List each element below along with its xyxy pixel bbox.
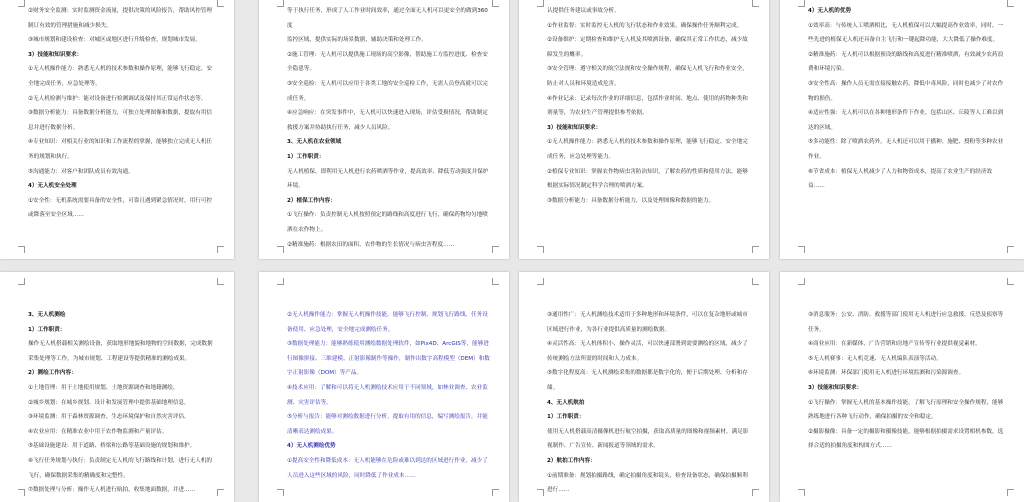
section-heading: 4）无人机测绘优势	[287, 443, 336, 450]
paragraph-line: ⑦数据处理与分析：操作无人机进行航拍，收集地面数据，并进……	[28, 487, 196, 494]
section-heading: 1）工作职责：	[287, 153, 325, 160]
page-text	[287, 308, 491, 502]
paragraph-line: ③通用性广：无人机测绘技术适用于多种地形和环境条件，可以在复杂地形或城市区域进行作业，为各行业提供高质量的测绘数据。	[547, 312, 748, 333]
paragraph-line: ⑤多功能性：除了喷洒农药外，无人机还可以用于播种、施肥、授粉等多种农业作业。	[808, 139, 1004, 160]
document-page-2[interactable]	[259, 0, 509, 259]
page-margin-marker	[18, 246, 25, 253]
page-text	[28, 4, 216, 259]
paragraph-line: ②精准施药：无人机可以根据预设的路线和高度进行精准喷洒，有效减少农药浪费和环境污染。	[808, 51, 1004, 73]
page-margin-marker	[752, 278, 759, 285]
section-heading: 3）技能和知识要求：	[808, 384, 863, 391]
paragraph-line: ①提高安全性和降低成本：无人机能够在危险或难以到达的区域进行作业，减少了人员进入这些区域的风险，同时降低了作业成本……	[287, 457, 488, 479]
page-margin-marker	[492, 278, 499, 285]
page-margin-marker	[537, 278, 544, 285]
page-margin-marker	[217, 489, 224, 496]
page-margin-marker	[277, 0, 284, 7]
paragraph-line: ⑥节省成本：植保无人机减少了人力和物资成本，提高了农业生产的经济效益……	[808, 168, 993, 190]
paragraph-line: ⑤分析与报告：能够对测绘数据进行分析，提取有用的信息，编写测绘报告，并能清晰表达测绘成果。	[287, 414, 488, 435]
paragraph-line: ②财务安全监测：实时监测资金流量，提供决策的风险报告，帮助风控管理制订有效的管理措施和减少损失。	[28, 8, 213, 29]
page-text	[808, 308, 1006, 502]
paragraph-line: ②城乡规划：在城乡规划、设计和发展管理中提供基础地理信息。	[28, 399, 190, 406]
paragraph-line: ⑥飞行任务规划与执行：负责制定无人机的飞行路线和计划，进行无人机的飞行，确保数据采集的精确度和完整性。	[28, 457, 213, 479]
section-heading: 2）植保工作内容：	[287, 197, 336, 204]
paragraph-line: ④技术应用：了解和可以将无人机测绘技术应用于不同领域，如林业调查、农业监测、灾害评估等。	[287, 384, 488, 406]
page-margin-marker	[277, 246, 284, 253]
document-page-1[interactable]	[0, 0, 234, 259]
paragraph-line: ③消息服务：公安、消防、救援等部门使用无人机进行应急救援、反恐及侦察等任务。	[808, 312, 1004, 333]
paragraph-line: ③环境监测：用于森林资源调查、生态环境保护和自然灾害评估。	[28, 414, 190, 421]
paragraph-line: ⑤沟通能力：对客户和团队成员有效沟通。	[28, 168, 134, 175]
paragraph-line: ③数据处理能力：能够熟练使用测绘数据处理软件，如Pix4D、ArcGIS等，能够进行图像拼接、三维建模、正射影像制作等操作，制作出数字高程模型（DEM）和数字正射影像（DOM）等产品。	[287, 341, 490, 377]
section-heading: 3、无人机在农业领域	[287, 139, 342, 146]
page-margin-marker	[798, 278, 805, 285]
paragraph-line: ③城市规划和建设检查：对城区或地区进行升级检查，规划城市发展。	[28, 37, 201, 44]
section-heading: 1）工作职责：	[28, 326, 66, 333]
paragraph-line: ②无人机检测与维护：能对设备进行检测调试及保持其正常运作状态等。	[28, 95, 207, 102]
document-page-7[interactable]	[519, 272, 769, 502]
paragraph-line: ③数据分析能力：具备数据分析能力，以及处理图像和数据的能力。	[547, 197, 715, 204]
document-page-5[interactable]	[0, 272, 234, 502]
paragraph-line: 操作无人机搭载相关测绘设备，获取地形地貌和地物的空间数据，完成数据采集处理等工作，为城市规划、工程建设等提供精准的测绘成果。	[28, 341, 213, 362]
page-text	[28, 308, 216, 502]
paragraph-line: ③安全巡检：无人机可以应用于各类工地的安全巡检工作，无需人员登高就可以完成任务。	[287, 80, 488, 102]
page-margin-marker	[798, 0, 805, 7]
page-margin-marker	[752, 489, 759, 496]
paragraph-line: ②精准施药：根据农田的面积、农作物的生长情况与病虫害程度……	[287, 241, 455, 248]
document-page-6[interactable]	[259, 272, 509, 502]
paragraph-line: ②植保专业知识：掌握农作物病虫害防治知识，了解农药的性质和使用方法，能够根据实际情况制定科学合理的喷洒方案。	[547, 168, 748, 190]
page-margin-marker	[277, 278, 284, 285]
page-margin-marker	[537, 246, 544, 253]
page-margin-marker	[798, 246, 805, 253]
paragraph-line: ④商业应用：在新媒体、广告营销和房地产宣传等行业提供视觉素材。	[808, 341, 981, 348]
page-margin-marker	[18, 489, 25, 496]
paragraph-line: ①飞行操作：掌握无人机的基本操作技能，了解飞行原理和安全操作规程，能够熟练地进行各种飞行动作，确保拍摄的安全和稳定。	[808, 399, 1004, 421]
paragraph-line: ①飞行操作：负责控制无人机按照预定的路线和高度进行飞行，确保药物均匀地喷洒在农作物上。	[287, 212, 488, 233]
paragraph-line: ①无人机操作能力：熟悉无人机的技术参数和操作原理，能够飞行稳定，安全地完成任务，应急处理等。	[28, 66, 213, 87]
document-page-4[interactable]	[780, 0, 1024, 259]
paragraph-line: 无人机植保，即利用无人机进行农药喷洒等作业，提高效率、降低劳动强度并保护环境。	[287, 168, 489, 190]
page-margin-marker	[492, 246, 499, 253]
page-text	[547, 308, 751, 502]
page-margin-marker	[492, 0, 499, 7]
page-margin-marker	[217, 246, 224, 253]
page-text	[287, 4, 491, 259]
paragraph-line: ⑤无人机赛事：无人机竞速、无人机编队表演等活动。	[808, 355, 942, 362]
page-margin-marker	[537, 0, 544, 7]
paragraph-line: ③数据分析能力：具备数据分析能力，可独立处理图像和数据，提取有用信息并进行数据分析。	[28, 110, 213, 131]
paragraph-line: ①作业监督：实时监控无人机的飞行状态和作业效果，确保操作任务顺利完成。	[547, 22, 743, 29]
page-margin-marker	[1007, 0, 1014, 7]
page-margin-marker	[798, 489, 805, 496]
paragraph-line: ④专业知识：对相关行业的知识和工作流程的掌握，能够独立完成无人机任务的规划和执行。	[28, 139, 213, 160]
paragraph-line: ①安全性：无机系统需要具备的安全性，可靠且遇到紧急情况时，用行可控或降落至安全区域……	[28, 197, 213, 219]
section-heading: 3、无人机测绘	[28, 312, 66, 318]
paragraph-line: ①土地管理：用于土地使用规划、土地资源调查和地籍测绘。	[28, 384, 179, 391]
paragraph-line: ④适应性强：无人机可以在各种地形条件下作业，包括山区、丘陵等人工难以到达的区域。	[808, 110, 1004, 131]
paragraph-line: ④应急响应：在突发事件中，无人机可以快速进入现场，评估受损情况，帮助制定救援方案并协助执行任务，减少人员风险。	[287, 110, 488, 131]
page-margin-marker	[277, 489, 284, 496]
page-margin-marker	[217, 278, 224, 285]
section-heading: 4）无人机的优势	[808, 8, 852, 14]
page-margin-marker	[18, 0, 25, 7]
paragraph-line: ②摄影摄像：具备一定的摄影和摄像技能，能够根据拍摄需求设置相机参数，选择合适的拍摄角度和构图方式……	[808, 428, 1004, 450]
paragraph-line: ④农业应用：在精准农业中用于农作物监测和产量评估。	[28, 428, 168, 435]
paragraph-line: ①无人机操作能力：熟悉无人机的技术参数和操作原理，能够飞行稳定、安全地完成任务，应急处理等能力。	[547, 139, 748, 160]
section-heading: 4）无人机安全处理	[28, 183, 77, 190]
paragraph-line: 监控区域，提供实际的场景数据，辅助决策和处理工作。	[287, 37, 427, 44]
paragraph-line: ④灵活性高：无人机体积小、操作灵活，可以快速部署到需要测绘的区域，减少了传统测绘方法所需的时间和人力成本。	[547, 341, 748, 362]
paragraph-line: ②设备维护：定期检查和维护无人机及其喷洒设备，确保其正常工作状态，减少故障发生的概率。	[547, 37, 748, 58]
page-margin-marker	[18, 278, 25, 285]
paragraph-line: 认提供任务建议或事故分析。	[547, 8, 620, 14]
section-heading: 3）技能和知识要求：	[28, 51, 83, 58]
paragraph-line: 使用无人机搭载高清摄像机进行航空拍摄，获取高质量的图像和视频素材，满足影视制作、广告宣传、新闻报道等领域的需求。	[547, 428, 749, 450]
page-margin-marker	[1007, 246, 1014, 253]
page-margin-marker	[217, 0, 224, 7]
page-margin-marker	[1007, 489, 1014, 496]
page-margin-marker	[1007, 278, 1014, 285]
page-text	[547, 4, 751, 259]
document-page-3[interactable]	[519, 0, 769, 259]
paragraph-line: ⑤基础设施建设：用于道路、桥梁和公路等基础设施的规划和维护。	[28, 443, 196, 450]
paragraph-line: ①效率高：与传统人工喷洒相比，无人机植保可以大幅提高作业效率，同时，一些先进的植保无人机还具备自主飞行和一键起降功能，大大降低了操作难度。	[808, 22, 1004, 44]
section-heading: 2）测绘工作内容：	[28, 370, 77, 377]
paragraph-line: ②施工管理：无人机可以提供施工现场的高空影像，帮助施工方监控进度、检查安全隐患等。	[287, 51, 488, 73]
page-margin-marker	[492, 489, 499, 496]
page-text	[808, 4, 1006, 259]
paragraph-line: ②无人机操作能力：掌握无人机操作技能，能够飞行控制、规划飞行路线、任务设备使用、应急处理，安全地完成测绘任务。	[287, 312, 488, 333]
page-margin-marker	[752, 0, 759, 7]
page-margin-marker	[752, 246, 759, 253]
paragraph-line: ①前期准备：规划拍摄路线，确定拍摄角度和镜头，检查设备状态，确保拍摄顺利进行……	[547, 472, 748, 494]
paragraph-line: ④作业记录：记录每次作业的详细信息，包括作业时间、地点、使用的药物种类和剂量等，为农业生产管理提供参考依据。	[547, 95, 748, 117]
paragraph-line: 等于执行任务，形成了人工作业时间效率，通过全面无人机可以更安全的做到360度	[287, 8, 488, 29]
document-page-8[interactable]	[780, 272, 1024, 502]
page-margin-marker	[537, 489, 544, 496]
section-heading: 3）技能和知识要求：	[547, 124, 602, 131]
paragraph-line: ⑥环境监测：环保部门使用无人机进行环境监测和污染源调查。	[808, 370, 965, 377]
paragraph-line: ③安全性高：操作人员无需直接接触农药，降低中毒风险，同时也减少了对农作物的损伤。	[808, 80, 1004, 102]
section-heading: 2）航拍工作内容：	[547, 457, 596, 464]
paragraph-line: ③安全管理：遵守相关的航空法规和安全操作规程，确保无人机飞行和作业安全，防止对人员和环境造成危害。	[547, 66, 748, 87]
paragraph-line: ⑤数字化程度高：无人机测绘采集的数据都是数字化的，便于后期处理、分析和存储。	[547, 370, 748, 391]
section-heading: 1）工作职责：	[547, 414, 585, 421]
section-heading: 4、无人机航拍	[547, 399, 585, 406]
